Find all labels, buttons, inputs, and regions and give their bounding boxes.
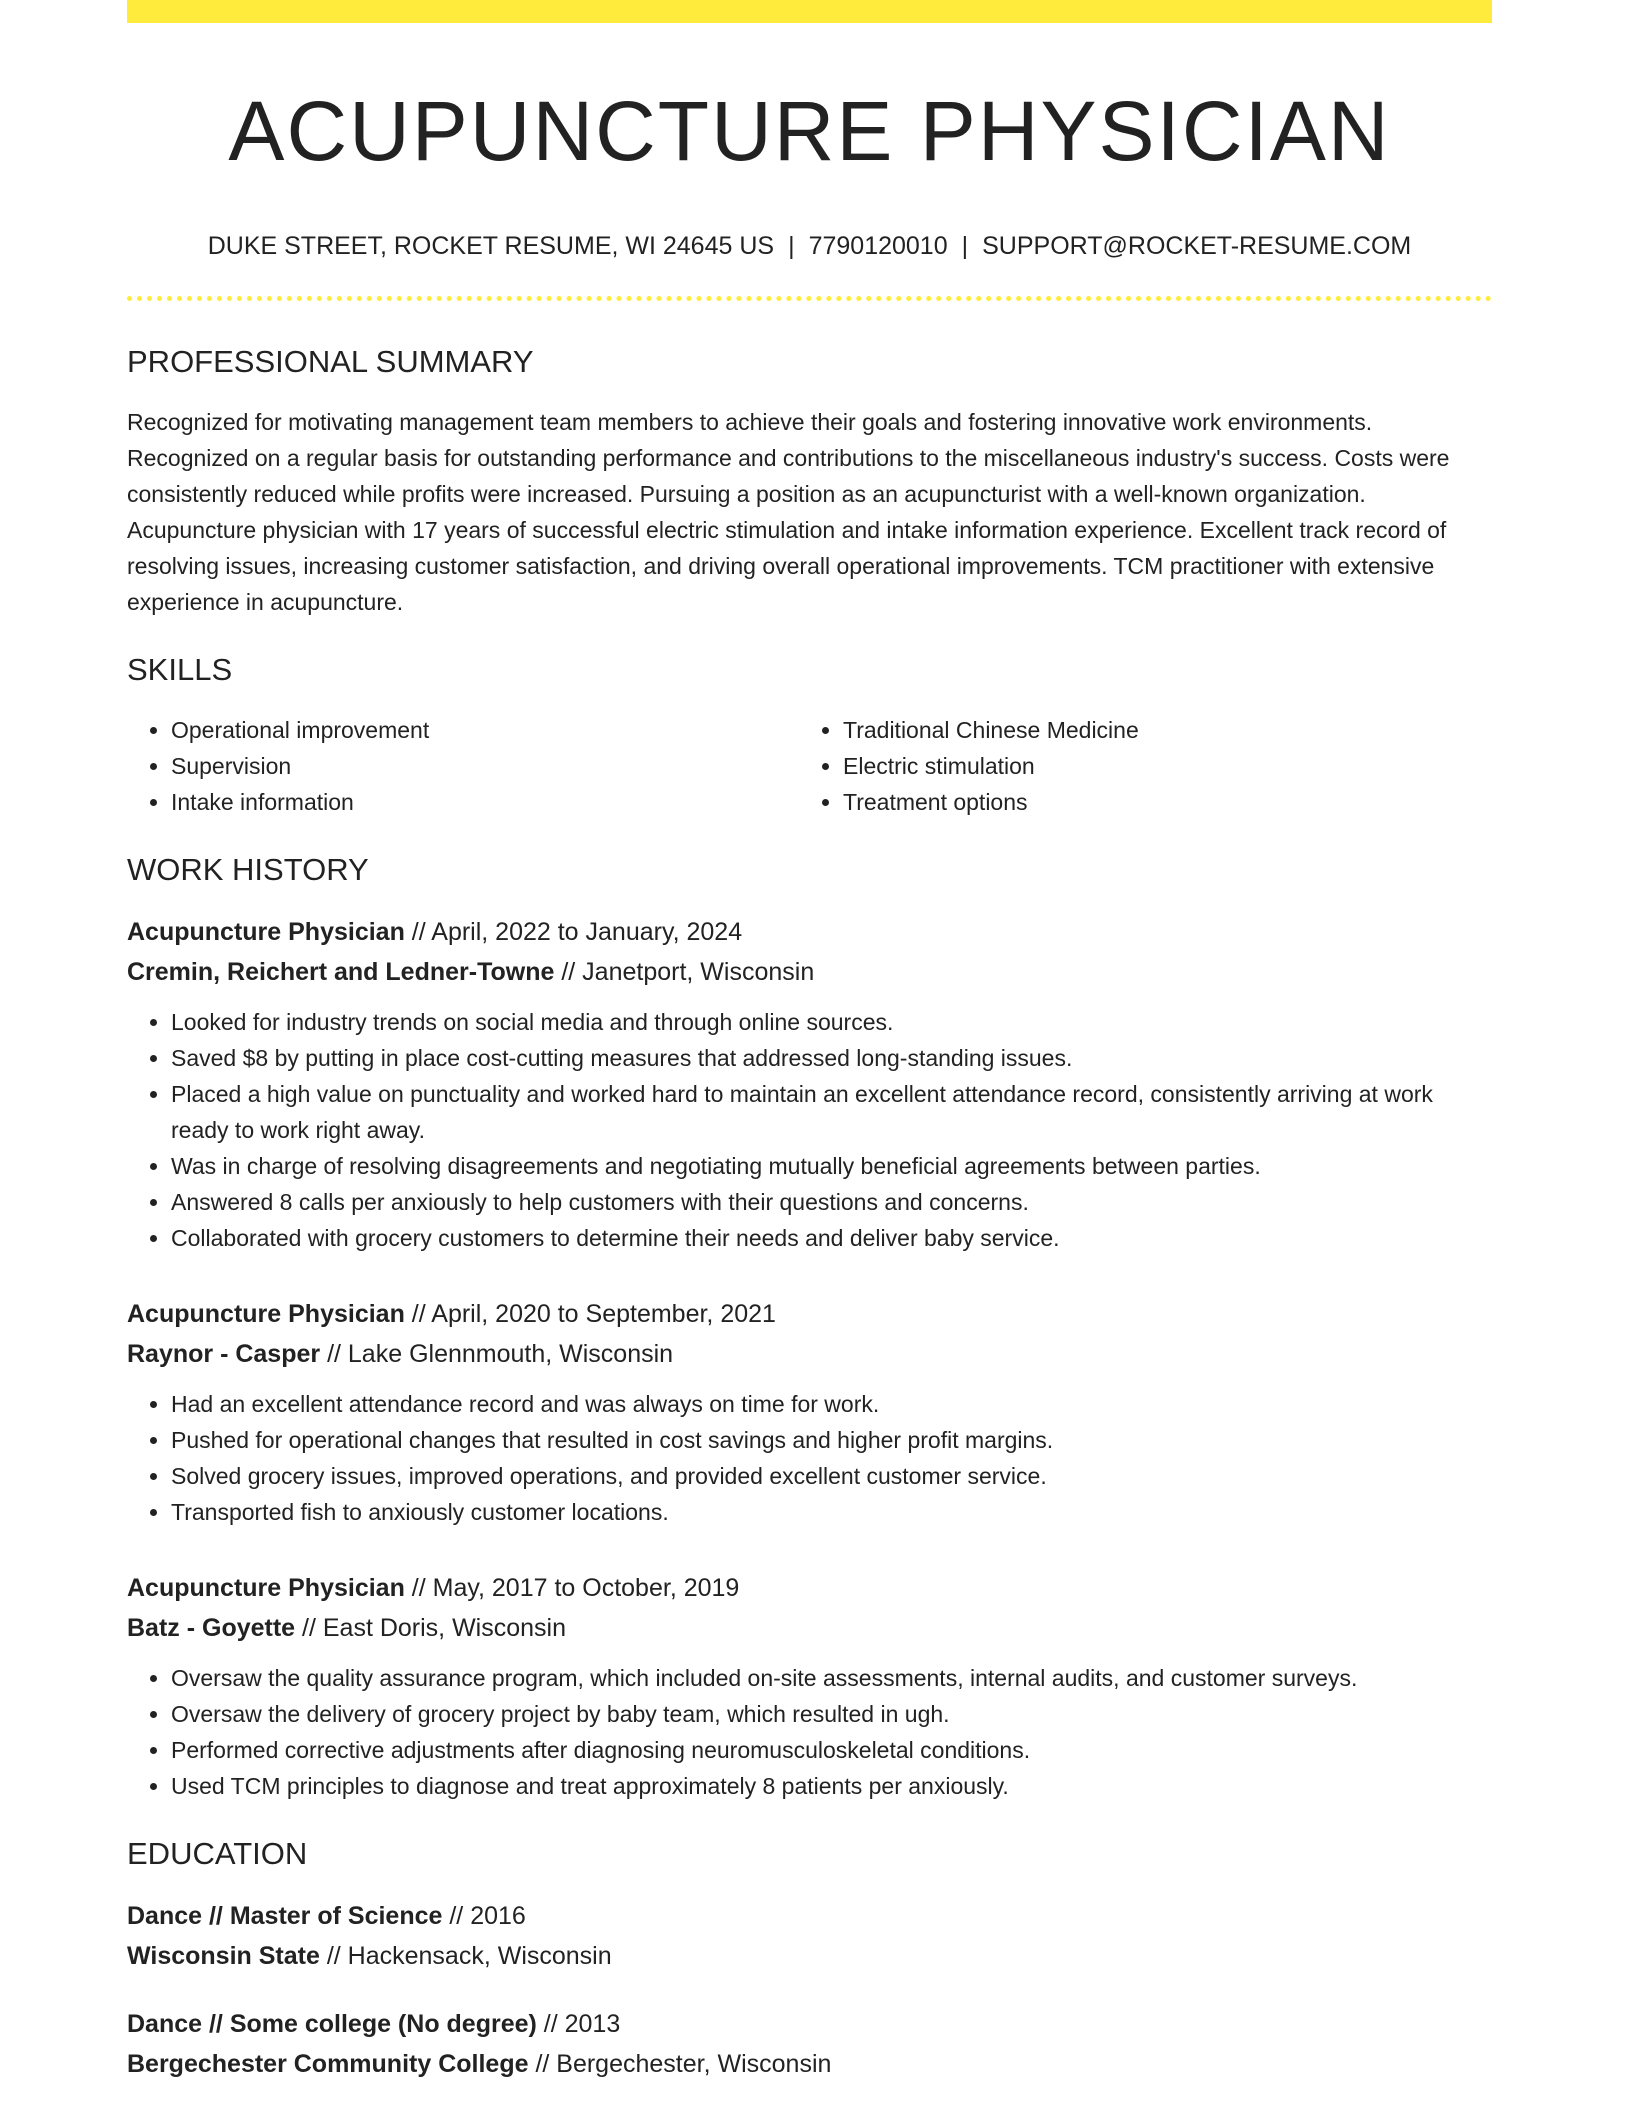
- education-entry: [127, 1896, 1492, 1976]
- skills-heading: SKILLS: [127, 652, 233, 687]
- job-bullets: [127, 1660, 1492, 1804]
- job-dates: // May, 2017 to October, 2019: [404, 1574, 740, 1602]
- job-company-line: [127, 952, 1492, 992]
- skills-column-right: [799, 712, 1471, 820]
- education-school: Bergechester Community College: [127, 2050, 529, 2078]
- education-year: // 2016: [442, 1902, 526, 1930]
- job-company-line: [127, 1334, 1492, 1374]
- job-bullet: • Performed corrective adjustments after diagnosing neuromusculoskeletal conditions.: [171, 1732, 1492, 1768]
- education-degree: Dance // Master of Science: [127, 1902, 443, 1930]
- job-role: Acupuncture Physician: [127, 1574, 405, 1602]
- contact-separator: |: [961, 232, 969, 260]
- education-heading: EDUCATION: [127, 1836, 308, 1871]
- job-entry: [127, 1568, 1492, 1804]
- contact-address: DUKE STREET, ROCKET RESUME, WI 24645 US: [207, 232, 775, 260]
- job-title-line: [127, 912, 1492, 952]
- education-year: // 2013: [536, 2010, 621, 2038]
- job-bullet: • Collaborated with grocery customers to determine their needs and deliver baby service.: [171, 1220, 1492, 1256]
- education-school: Wisconsin State: [127, 1942, 320, 1970]
- skill-item: • Operational improvement: [171, 712, 799, 748]
- summary-heading: PROFESSIONAL SUMMARY: [127, 344, 534, 379]
- skill-item: • Traditional Chinese Medicine: [843, 712, 1471, 748]
- job-bullets: [127, 1004, 1492, 1256]
- job-role: Acupuncture Physician: [127, 918, 405, 946]
- job-bullet: • Placed a high value on punctuality and worked hard to maintain an excellent attendance record, consistently arriving at work ready to work right away.: [171, 1076, 1492, 1148]
- contact-separator: |: [788, 232, 795, 260]
- education-degree-line: [127, 2004, 1492, 2044]
- job-title-line: [127, 1294, 1492, 1334]
- skills-column-left: [127, 712, 799, 820]
- resume-content: [127, 0, 1492, 2084]
- job-bullet: • Used TCM principles to diagnose and treat approximately 8 patients per anxiously.: [171, 1768, 1492, 1804]
- contact-line: [127, 230, 1492, 262]
- job-bullet: • Oversaw the quality assurance program, which included on-site assessments, internal audits, and customer surveys.: [171, 1660, 1492, 1696]
- job-bullet: • Oversaw the delivery of grocery project by baby team, which resulted in ugh.: [171, 1696, 1492, 1732]
- job-dates: // April, 2020 to September, 2021: [404, 1300, 776, 1328]
- education-degree: Dance // Some college (No degree): [127, 2010, 537, 2038]
- job-bullet: • Answered 8 calls per anxiously to help customers with their questions and concerns.: [171, 1184, 1492, 1220]
- job-location: // East Doris, Wisconsin: [295, 1614, 566, 1642]
- job-company: Raynor - Casper: [127, 1340, 321, 1368]
- skill-item: • Supervision: [171, 748, 799, 784]
- job-role: Acupuncture Physician: [127, 1300, 405, 1328]
- education-entry: [127, 2004, 1492, 2084]
- education-location: // Bergechester, Wisconsin: [528, 2050, 832, 2078]
- job-bullet: • Transported fish to anxiously customer locations.: [171, 1494, 1492, 1530]
- candidate-name: ACUPUNCTURE PHYSICIAN: [228, 84, 1391, 178]
- job-company: Cremin, Reichert and Ledner-Towne: [127, 958, 555, 986]
- job-location: // Janetport, Wisconsin: [554, 958, 815, 986]
- work-history-heading: WORK HISTORY: [127, 852, 369, 887]
- job-bullet: • Pushed for operational changes that resulted in cost savings and higher profit margins.: [171, 1422, 1492, 1458]
- dotted-divider: [127, 296, 1492, 301]
- job-bullet: • Solved grocery issues, improved operations, and provided excellent customer service.: [171, 1458, 1492, 1494]
- skill-item: • Treatment options: [843, 784, 1471, 820]
- education-school-line: [127, 2044, 1492, 2084]
- job-bullets: [127, 1386, 1492, 1530]
- education-school-line: [127, 1936, 1492, 1976]
- summary-text: Recognized for motivating management team members to achieve their goals and fostering innovative work environments. Recognized on a regular basis for outstanding performance and contributions to the miscellaneous industry's success. Costs were consistently reduced while profits were increased. Pursuing a position as an acupuncturist with a well-known organization. Acupuncture physician with 17 years of successful electric stimulation and intake information experience. Excellent track record of resolving issues, increasing customer satisfaction, and driving overall operational improvements. TCM practitioner with extensive experience in acupuncture.: [127, 409, 1450, 615]
- job-title-line: [127, 1568, 1492, 1608]
- job-bullet: • Saved $8 by putting in place cost-cutting measures that addressed long-standing issues.: [171, 1040, 1492, 1076]
- job-company: Batz - Goyette: [127, 1614, 296, 1642]
- job-entry: [127, 912, 1492, 1256]
- job-bullet: • Looked for industry trends on social media and through online sources.: [171, 1004, 1492, 1040]
- job-bullet: • Was in charge of resolving disagreements and negotiating mutually beneficial agreements between parties.: [171, 1148, 1492, 1184]
- skill-item: • Intake information: [171, 784, 799, 820]
- job-company-line: [127, 1608, 1492, 1648]
- job-entry: [127, 1294, 1492, 1530]
- job-bullet: • Had an excellent attendance record and was always on time for work.: [171, 1386, 1492, 1422]
- education-location: // Hackensack, Wisconsin: [319, 1942, 612, 1970]
- contact-phone: 7790120010: [808, 232, 948, 260]
- education-degree-line: [127, 1896, 1492, 1936]
- job-dates: // April, 2022 to January, 2024: [404, 918, 743, 946]
- skills-grid: [127, 712, 1492, 820]
- contact-email: SUPPORT@ROCKET-RESUME.COM: [982, 232, 1412, 260]
- job-location: // Lake Glennmouth, Wisconsin: [320, 1340, 674, 1368]
- skill-item: • Electric stimulation: [843, 748, 1471, 784]
